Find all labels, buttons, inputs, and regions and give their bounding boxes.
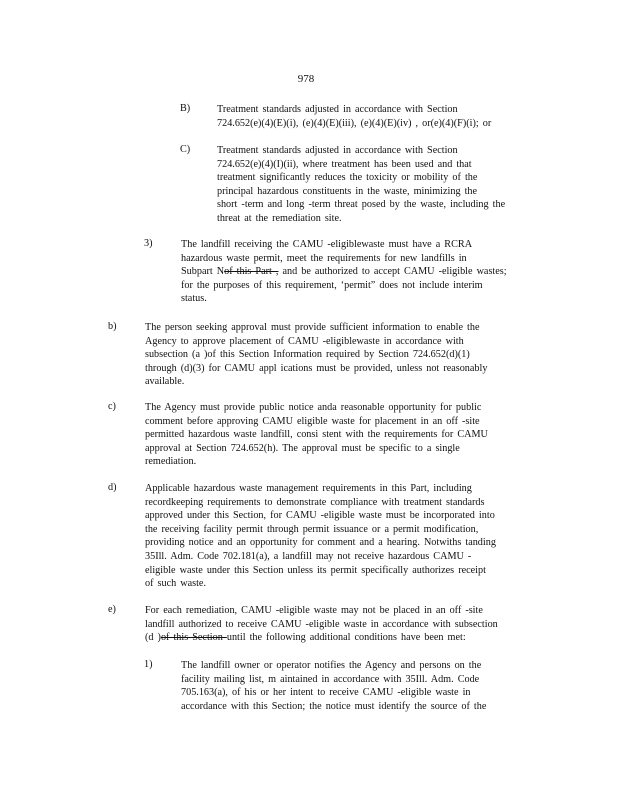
item-text	[145, 482, 526, 591]
text-line: available.	[145, 376, 185, 388]
text-line: Treatment standards adjusted in accordance with Section	[217, 145, 458, 156]
text-line: approval at Section 724.652(h). The approval must be specific to a single	[145, 442, 460, 454]
item-label: C)	[180, 144, 191, 155]
item-text	[145, 401, 524, 469]
text-line: permitted hazardous waste landfill, consi stent with the requirements for CAMU	[145, 429, 488, 441]
text-line: 724.652(e)(4)(I)(ii), where treatment has been used and that	[217, 158, 472, 170]
text-line: through (d)(3) for CAMU appl ications must be provided, unless not reasonably	[145, 362, 488, 374]
text-line: approved under this Section, for CAMU -eligible waste must be incorporated into	[145, 510, 495, 522]
struck-text: of this Section	[160, 632, 227, 644]
text-line: the receiving facility permit through permit issuance or a permit modification,	[145, 523, 479, 535]
text-line: subsection (a )of this Section Information required by Section 724.652(d)(1)	[145, 349, 470, 361]
struck-text: of this Part ,	[224, 266, 279, 278]
text-line: The person seeking approval must provide sufficient information to enable the	[145, 322, 480, 333]
text-line: accordance with this Section; the notice must identify the source of the	[181, 700, 487, 712]
item-text	[217, 103, 528, 130]
item-text	[181, 659, 522, 713]
item-label: 3)	[144, 238, 153, 249]
item-label: 1)	[144, 659, 153, 670]
text-line: for the purposes of this requirement, ‘permit” does not include interim	[181, 279, 483, 291]
item-label: b)	[108, 321, 117, 332]
text-line: of such waste.	[145, 578, 206, 590]
text-line: The landfill owner or operator notifies the Agency and persons on the	[181, 660, 482, 671]
text-line: remediation.	[145, 456, 197, 468]
text-line: Agency to approve placement of CAMU -eligiblewaste in accordance with	[145, 335, 464, 347]
text-line: status.	[181, 293, 207, 305]
page-number: 978	[297, 73, 315, 85]
item-text	[145, 604, 534, 645]
text-line: short -term and long -term threat posed by the waste, including the	[217, 199, 506, 211]
text-line: (d )of this Section until the following additional conditions have been met:	[145, 632, 466, 644]
text-line: For each remediation, CAMU -eligible waste may not be placed in an off -site	[145, 605, 483, 616]
text-line: eligible waste under this Section unless its permit specifically authorizes receipt	[145, 564, 486, 576]
text-line: landfill authorized to receive CAMU -eligible waste in accordance with subsection	[145, 618, 498, 630]
text-line: Applicable hazardous waste management requirements in this Part, including	[145, 483, 472, 494]
item-text	[181, 238, 540, 306]
text-line: 724.652(e)(4)(E)(i), (e)(4)(E)(iii), (e)(4)(E)(iv) , or(e)(4)(F)(i); or	[217, 117, 492, 129]
text-line: Treatment standards adjusted in accordance with Section	[217, 104, 458, 115]
text-line: providing notice and an opportunity for comment and a hearing. Notwiths tanding	[145, 537, 496, 549]
text-line: The landfill receiving the CAMU -eligiblewaste must have a RCRA	[181, 239, 473, 250]
text-line: hazardous waste permit, meet the requirements for new landfills in	[181, 252, 467, 264]
text-line: 705.163(a), of his or her intent to receive CAMU -eligible waste in	[181, 687, 471, 699]
text-line: 35Ill. Adm. Code 702.181(a), a landfill may not receive hazardous CAMU -	[145, 550, 472, 562]
item-label: c)	[108, 401, 116, 412]
text-line: Subpart Nof this Part , and be authorized to accept CAMU -eligible wastes;	[181, 266, 507, 278]
text-line: recordkeeping requirements to demonstrate compliance with treatment standards	[145, 496, 485, 508]
text-line: threat at the remediation site.	[217, 212, 342, 224]
text-line: facility mailing list, m aintained in accordance with 35Ill. Adm. Code	[181, 673, 480, 685]
text-line: treatment significantly reduces the toxicity or mobility of the	[217, 172, 478, 184]
text-line: principal hazardous constituents in the waste, minimizing the	[217, 185, 478, 197]
item-label: B)	[180, 103, 191, 114]
text-line: The Agency must provide public notice anda reasonable opportunity for public	[145, 402, 482, 413]
item-text	[145, 321, 522, 389]
item-label: e)	[108, 604, 116, 615]
item-label: d)	[108, 482, 117, 493]
item-text	[217, 144, 532, 226]
text-line: comment before approving CAMU eligible waste for placement in an off -site	[145, 415, 480, 427]
